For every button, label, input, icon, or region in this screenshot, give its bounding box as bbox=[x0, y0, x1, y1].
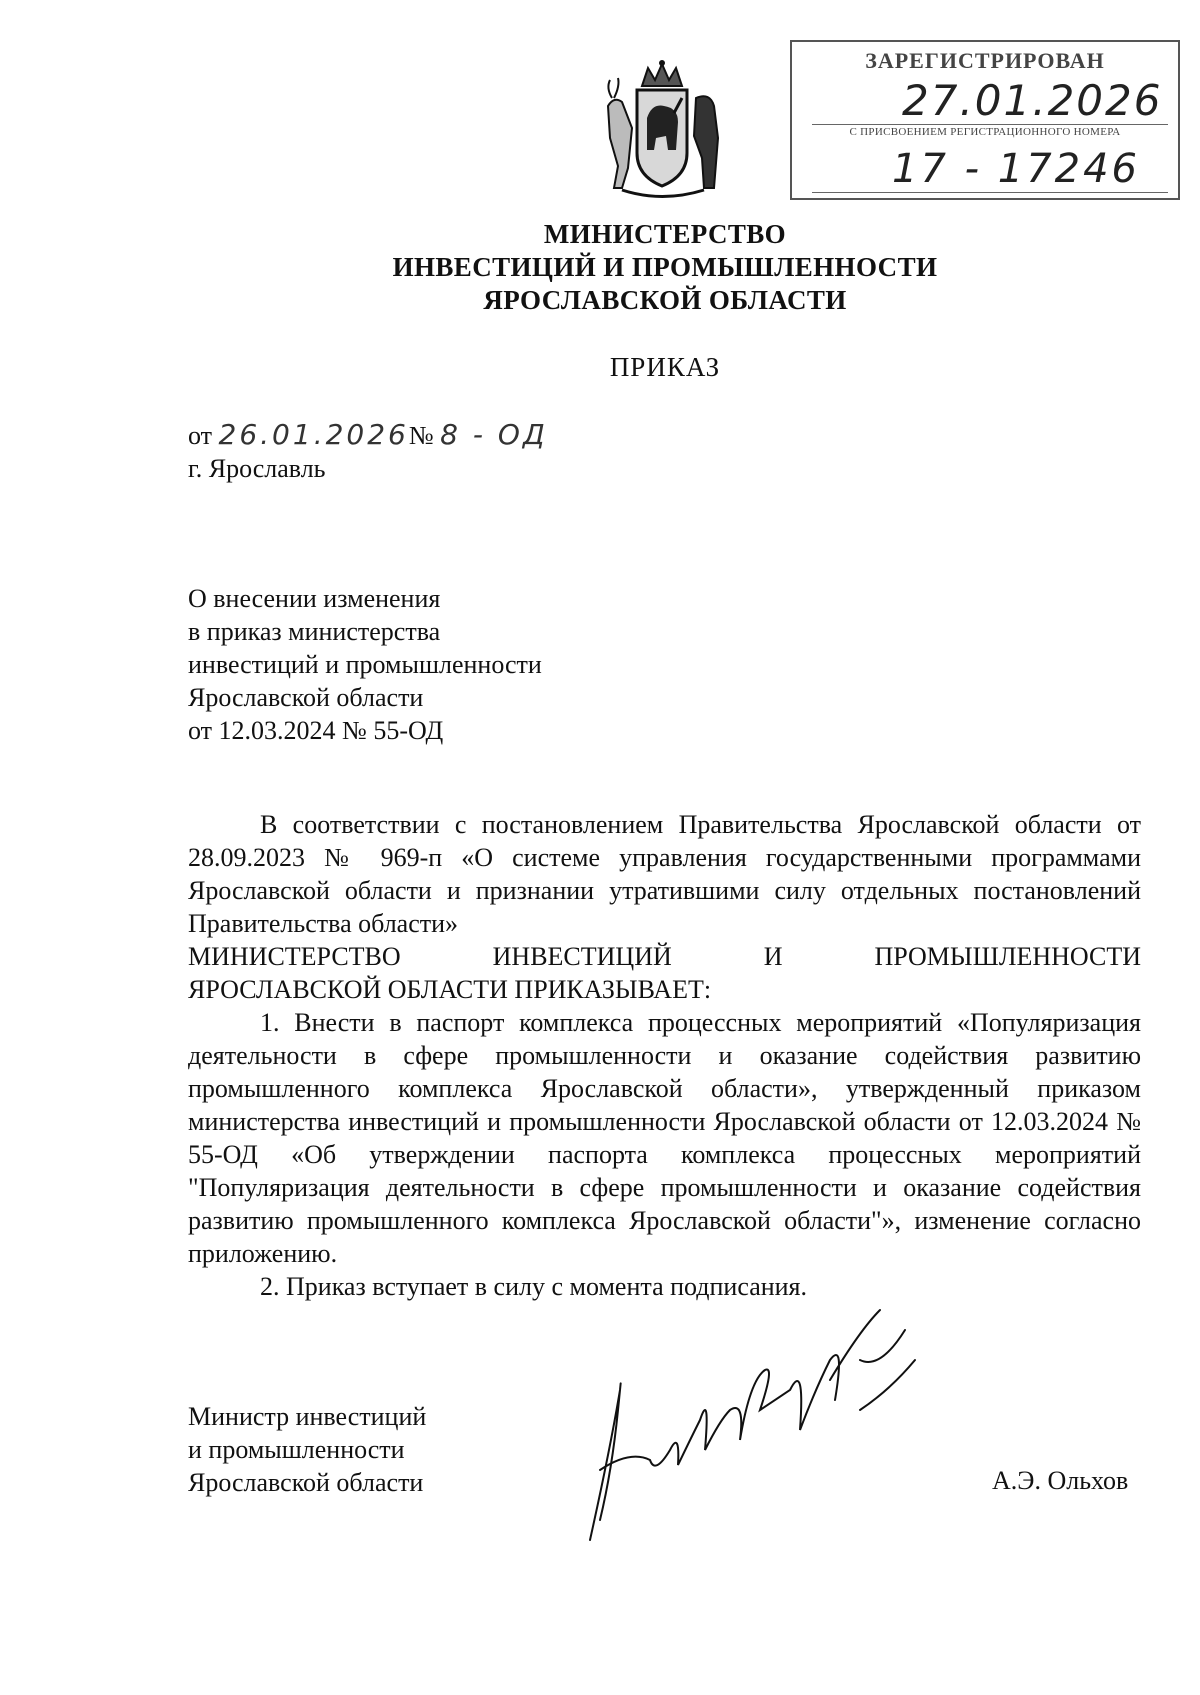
subject-line: в приказ министерства bbox=[188, 617, 441, 646]
signer-name: А.Э. Ольхов bbox=[992, 1466, 1129, 1495]
subject-line: от 12.03.2024 № 55-ОД bbox=[188, 716, 444, 745]
number-sign: № bbox=[408, 421, 434, 450]
ministry-line: ЯРОСЛАВСКОЙ ОБЛАСТИ bbox=[483, 285, 847, 315]
subject-line: Ярославской области bbox=[188, 683, 424, 712]
order-city: г. Ярославль bbox=[188, 454, 326, 483]
order-subject bbox=[188, 582, 542, 747]
order-date: 26.01.2026 bbox=[218, 418, 409, 451]
decree-line: МИНИСТЕРСТВО ИНВЕСТИЦИЙ И ПРОМЫШЛЕННОСТИ bbox=[188, 942, 1141, 971]
ministry-line: МИНИСТЕРСТВО bbox=[543, 219, 787, 249]
ministry-line: ИНВЕСТИЦИЙ И ПРОМЫШЛЕННОСТИ bbox=[392, 252, 938, 282]
ministry-name bbox=[0, 218, 1200, 317]
registration-stamp bbox=[790, 40, 1180, 200]
order-body bbox=[188, 808, 1141, 1303]
order-number: 8 - ОД bbox=[440, 418, 548, 451]
signer-title bbox=[188, 1400, 426, 1499]
stamp-number: 17 - 17246 bbox=[892, 146, 1141, 192]
stamp-divider bbox=[812, 124, 1168, 125]
subject-line: инвестиций и промышленности bbox=[188, 650, 542, 679]
order-title: ПРИКАЗ bbox=[609, 352, 721, 382]
handwritten-signature bbox=[560, 1300, 920, 1560]
coat-of-arms-icon bbox=[592, 58, 732, 208]
signer-title-line: и промышленности bbox=[188, 1435, 405, 1464]
subject-line: О внесении изменения bbox=[188, 584, 441, 613]
stamp-divider bbox=[812, 192, 1168, 193]
preamble-paragraph: В соответствии с постановлением Правительства Ярославской области от 28.09.2023 № 969-п «О системе управления государственными программами Ярославской области и признании утратившими силу отдельных постановлений Правительства области» bbox=[188, 810, 1141, 938]
order-date-line bbox=[188, 418, 548, 451]
from-prefix: от bbox=[188, 421, 213, 450]
stamp-date: 27.01.2026 bbox=[902, 76, 1163, 125]
item-2-paragraph: 2. Приказ вступает в силу с момента подписания. bbox=[260, 1272, 808, 1301]
item-1-paragraph: 1. Внести в паспорт комплекса процессных мероприятий «Популяризация деятельности в сфере промышленности и оказание содействия развитию промышленного комплекса Ярославской области», утвержденный приказом министерства инвестиций и промышленности Ярославской области от 12.03.2024 № 55-ОД «Об утверждении паспорта комплекса процессных мероприятий "Популяризация деятельности в сфере промышленности и оказание содействия развитию промышленного комплекса Ярославской области"», изменение согласно приложению. bbox=[188, 1008, 1141, 1268]
signer-title-line: Министр инвестиций bbox=[188, 1402, 427, 1431]
signer-title-line: Ярославской области bbox=[188, 1468, 424, 1497]
stamp-subtitle: С ПРИСВОЕНИЕМ РЕГИСТРАЦИОННОГО НОМЕРА bbox=[849, 126, 1121, 138]
stamp-title: ЗАРЕГИСТРИРОВАН bbox=[865, 48, 1105, 73]
decree-line: ЯРОСЛАВСКОЙ ОБЛАСТИ ПРИКАЗЫВАЕТ: bbox=[188, 975, 712, 1004]
